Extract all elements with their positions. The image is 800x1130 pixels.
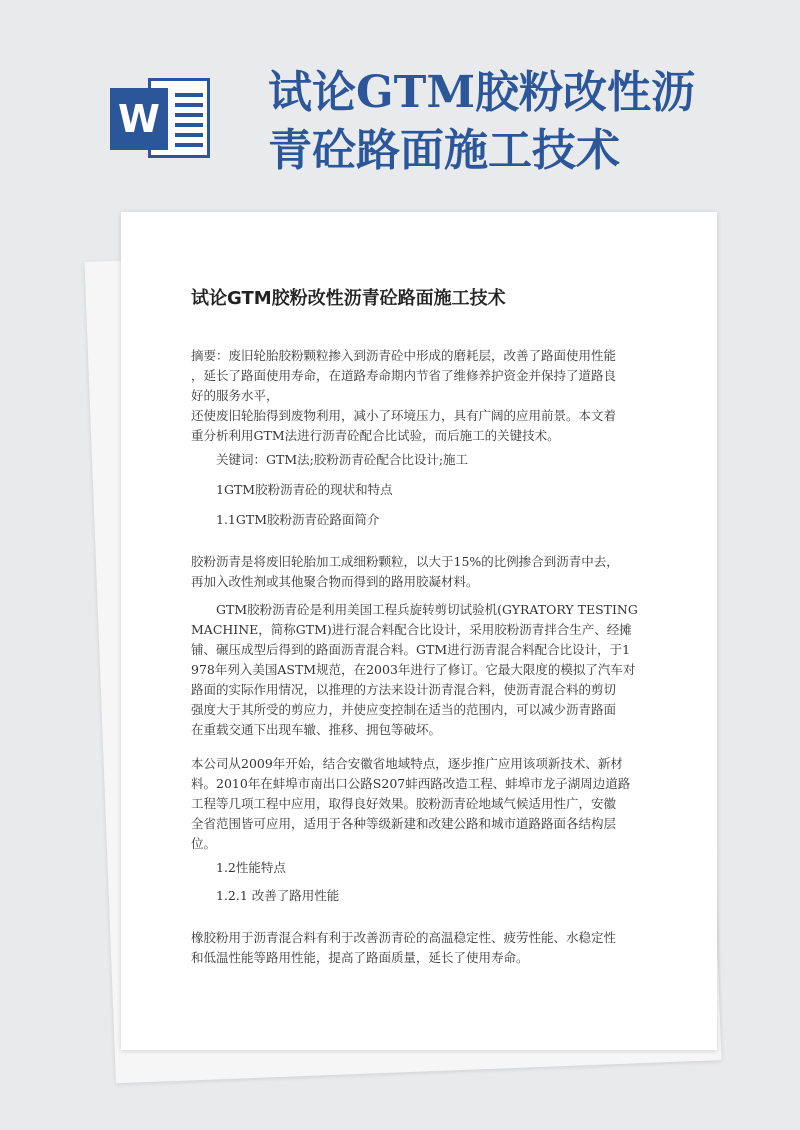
paragraph-line: 工程等几项工程中应用，取得良好效果。胶粉沥青砼地域气候适用性广，安徽 [191, 796, 617, 811]
paragraph-line: MACHINE，简称GTM)进行混合料配合比设计，采用胶粉沥青拌合生产、经摊 [191, 622, 632, 637]
paragraph-3 [191, 754, 643, 854]
document-page [121, 212, 717, 1050]
abstract-line: ，延长了路面使用寿命，在道路寿命期内节省了维修养护资金并保持了道路良 [191, 368, 617, 383]
paragraph-line: 和低温性能等路用性能，提高了路面质量，延长了使用寿命。 [191, 950, 529, 965]
document-title: 试论GTM胶粉改性沥青砼路面施工技术 [191, 288, 506, 309]
paragraph-line: 强度大于其所受的剪应力，并使应变控制在适当的范围内，可以减少沥青路面 [191, 702, 617, 717]
header [0, 0, 800, 200]
section-heading-1-2-1: 1.2.1 改善了路用性能 [216, 888, 340, 903]
paragraph-line: 位。 [191, 836, 217, 851]
abstract-line: 好的服务水平， [191, 388, 279, 403]
paragraph-line: GTM胶粉沥青砼是利用美国工程兵旋转剪切试验机(GYRATORY TESTING [216, 602, 638, 617]
paragraph-line: 在重载交通下出现车辙、推移、拥包等破坏。 [191, 722, 442, 737]
main-title-line-1: 试论GTM胶粉改性沥 [268, 67, 696, 118]
paragraph-line: 再加入改性剂或其他聚合物而得到的路用胶凝材料。 [191, 574, 479, 589]
section-heading-1-2: 1.2性能特点 [216, 860, 286, 875]
abstract [191, 346, 643, 446]
paragraph-line: 料。2010年在蚌埠市南出口公路S207蚌西路改造工程、蚌埠市龙子湖周边道路 [191, 776, 631, 791]
word-w-icon: W [110, 88, 168, 150]
word-document-icon [110, 72, 212, 164]
main-title-line-2: 青砼路面施工技术 [268, 125, 620, 176]
paragraph-line: 全省范围皆可应用，适用于各种等级新建和改建公路和城市道路路面各结构层 [191, 816, 617, 831]
paragraph-line: 978年列入美国ASTM规范，在2003年进行了修订。它最大限度的模拟了汽车对 [191, 662, 636, 677]
paragraph-1 [191, 552, 643, 592]
paragraph-2 [191, 600, 643, 740]
section-heading-1: 1GTM胶粉沥青砼的现状和特点 [216, 482, 393, 497]
keywords: 关键词：GTM法;胶粉沥青砼配合比设计;施工 [216, 452, 469, 467]
section-heading-1-1: 1.1GTM胶粉沥青砼路面简介 [216, 512, 380, 527]
paragraph-line: 胶粉沥青是将废旧轮胎加工成细粉颗粒，以大于15%的比例掺合到沥青中去， [191, 554, 619, 569]
abstract-line: 还使废旧轮胎得到废物利用，减小了环境压力，具有广阔的应用前景。本文着 [191, 408, 617, 423]
paragraph-line: 本公司从2009年开始，结合安徽省地域特点，逐步推广应用该项新技术、新材 [191, 756, 623, 771]
paragraph-4 [191, 928, 643, 968]
main-title [268, 64, 768, 180]
paragraph-line: 橡胶粉用于沥青混合料有利于改善沥青砼的高温稳定性、疲劳性能、水稳定性 [191, 930, 617, 945]
abstract-line: 重分析利用GTM法进行沥青砼配合比试验，而后施工的关键技术。 [191, 428, 560, 443]
paragraph-line: 路面的实际作用情况，以推理的方法来设计沥青混合料，使沥青混合料的剪切 [191, 682, 617, 697]
paragraph-line: 铺、碾压成型后得到的路面沥青混合料。GTM进行沥青混合料配合比设计，于1 [191, 642, 631, 657]
abstract-line: 摘要：废旧轮胎胶粉颗粒掺入到沥青砼中形成的磨耗层，改善了路面使用性能 [191, 348, 617, 363]
